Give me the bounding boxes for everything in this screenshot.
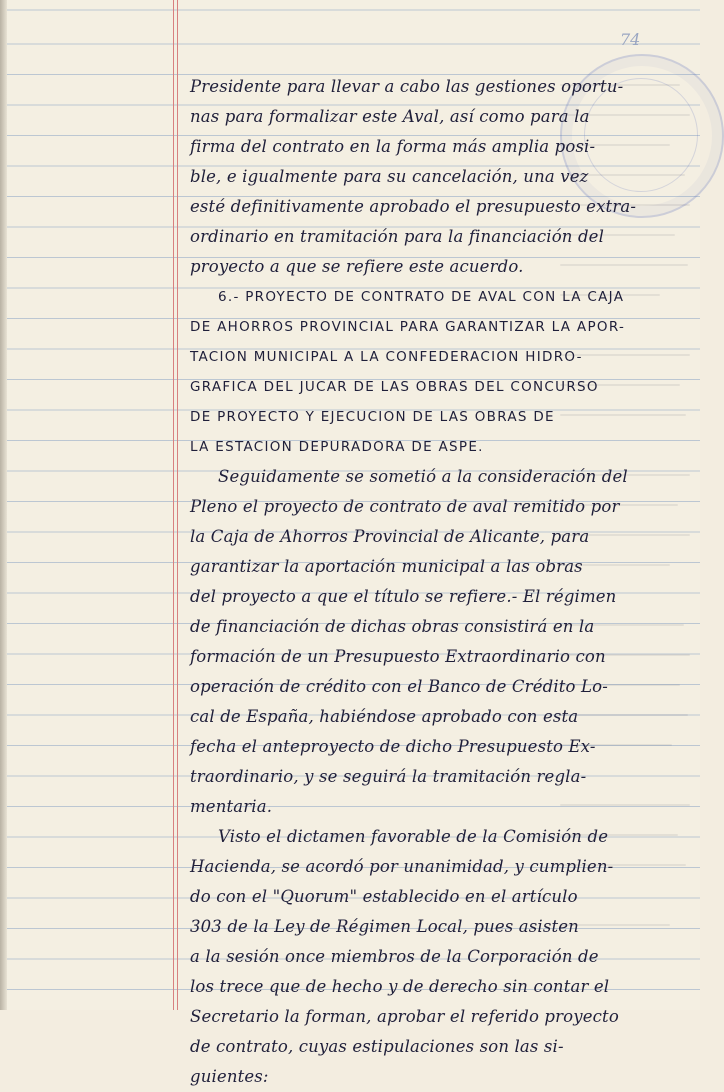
text-line: Visto el dictamen favorable de la Comisión de bbox=[218, 827, 609, 846]
text-line: a la sesión once miembros de la Corporación de bbox=[190, 947, 599, 966]
text-line: proyecto a que se refiere este acuerdo. bbox=[190, 257, 524, 276]
text-line: Hacienda, se acordó por unanimidad, y cumplien- bbox=[190, 857, 614, 876]
text-line: Seguidamente se sometió a la consideración del bbox=[218, 467, 628, 486]
text-line: mentaria. bbox=[190, 797, 273, 816]
section-heading-line: LA ESTACION DEPURADORA DE ASPE. bbox=[190, 439, 484, 455]
section-heading-line: 6.- PROYECTO DE CONTRATO DE AVAL CON LA CAJA bbox=[218, 289, 625, 305]
handwritten-text-block bbox=[190, 72, 670, 1092]
margin-line-left bbox=[173, 0, 174, 1010]
text-line: fecha el anteproyecto de dicho Presupuesto Ex- bbox=[190, 737, 596, 756]
text-line: de contrato, cuyas estipulaciones son las si- bbox=[190, 1037, 564, 1056]
text-line: de financiación de dichas obras consistirá en la bbox=[190, 617, 595, 636]
text-line: nas para formalizar este Aval, así como para la bbox=[190, 107, 590, 126]
margin-line-right bbox=[177, 0, 178, 1010]
text-line: traordinario, y se seguirá la tramitación regla- bbox=[190, 767, 587, 786]
text-line: formación de un Presupuesto Extraordinario con bbox=[190, 647, 606, 666]
text-line: Pleno el proyecto de contrato de aval remitido por bbox=[190, 497, 620, 516]
section-heading-line: TACION MUNICIPAL A LA CONFEDERACION HIDRO- bbox=[190, 349, 583, 365]
text-line: ordinario en tramitación para la financiación del bbox=[190, 227, 605, 246]
text-line: cal de España, habiéndose aprobado con esta bbox=[190, 707, 579, 726]
text-line: 303 de la Ley de Régimen Local, pues asisten bbox=[190, 917, 579, 936]
text-line: del proyecto a que el título se refiere.- El régimen bbox=[190, 587, 617, 606]
text-line: Secretario la forman, aprobar el referido proyecto bbox=[190, 1007, 619, 1026]
page-number: 74 bbox=[620, 30, 641, 49]
section-heading-line: GRAFICA DEL JUCAR DE LAS OBRAS DEL CONCURSO bbox=[190, 379, 599, 395]
section-heading-line: DE PROYECTO Y EJECUCION DE LAS OBRAS DE bbox=[190, 409, 555, 425]
text-line: operación de crédito con el Banco de Crédito Lo- bbox=[190, 677, 608, 696]
text-line: garantizar la aportación municipal a las obras bbox=[190, 557, 583, 576]
text-line: do con el "Quorum" establecido en el artículo bbox=[190, 887, 578, 906]
text-line: Presidente para llevar a cabo las gestiones oportu- bbox=[190, 77, 624, 96]
text-line: guientes: bbox=[190, 1067, 269, 1086]
text-line: firma del contrato en la forma más amplia posi- bbox=[190, 137, 596, 156]
text-line: esté definitivamente aprobado el presupuesto extra- bbox=[190, 197, 637, 216]
text-line: los trece que de hecho y de derecho sin contar el bbox=[190, 977, 610, 996]
text-line: ble, e igualmente para su cancelación, una vez bbox=[190, 167, 589, 186]
section-heading-line: DE AHORROS PROVINCIAL PARA GARANTIZAR LA APOR- bbox=[190, 319, 626, 335]
binding-edge bbox=[0, 0, 7, 1010]
text-line: la Caja de Ahorros Provincial de Alicante, para bbox=[190, 527, 590, 546]
